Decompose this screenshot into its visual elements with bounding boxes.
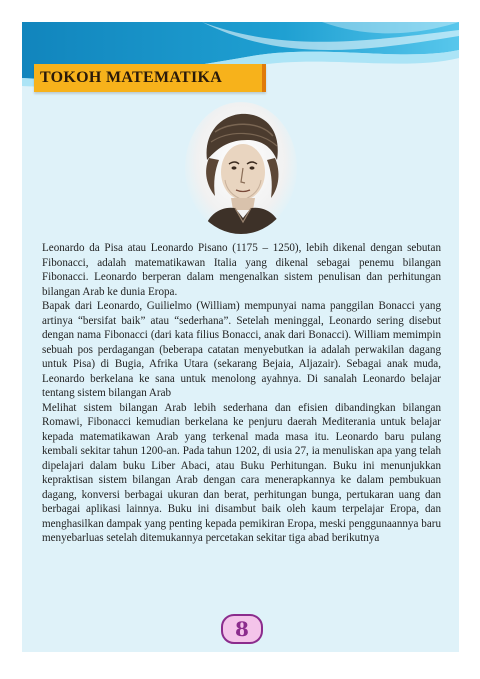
page-number: 8 — [235, 617, 249, 641]
article-body — [42, 241, 441, 546]
section-title-banner — [34, 64, 266, 92]
page-panel — [22, 22, 459, 652]
page-title: TOKOH MATEMATIKA — [40, 69, 223, 86]
paragraph-intro: Leonardo da Pisa atau Leonardo Pisano (1175 – 1250), lebih dikenal dengan sebutan Fibonacci, adalah matematikawan Italia yang dikenal sebagai penemu bilangan Fibonacci. Leonardo berperan dalam mengenalkan sistem penulisan dan perhitungan bilangan Arab ke dunia Eropa. — [42, 242, 441, 298]
page-number-badge — [221, 614, 263, 644]
paragraph-liber-abaci: Melihat sistem bilangan Arab lebih sederhana dan efisien dibandingkan bilangan Romawi, Fibonacci kemudian berkelana ke penjuru daerah Mediterania untuk belajar kepada matematikawan Arab yang terkenal mada masa itu. Leonardo baru pulang kembali sekitar tahun 1200-an. Pada tahun 1202, di usia 27, ia menuliskan apa yang telah dipelajari dalam buku Liber Abaci, atau Buku Perhitungan. Buku ini menunjukkan kepraktisan sistem bilangan Arab dengan cara menerapkannya ke dalam pembukuan dagang, konversi berbagai ukuran dan berat, perhitungan bunga, pertukaran uang dan berbagai aplikasi lainnya. Buku ini disambut baik oleh kaum terpelajar Eropa, dan menghasilkan dampak yang penting kepada pemikiran Eropa, meski penggunaannya baru menyebarluas setelah ditemukannya percetakan sekitar tiga abad berikutnya — [42, 401, 441, 544]
portrait-illustration-icon — [185, 102, 297, 234]
portrait-image — [185, 102, 297, 234]
paragraph-family: Bapak dari Leonardo, Guilielmo (William) mempunyai nama panggilan Bonacci yang artinya “bersifat baik” atau “sederhana”. Setelah meninggal, Leonardo sering disebut dengan nama Fibonacci (dari kata filius Bonacci, anak dari Bonacci). William memimpin sebuah pos perdagangan (beberapa catatan menyebutkan ia adalah perwakilan dagang untuk Pisa) di Bugia, Afrika Utara (sekarang Bejaia, Aljazair). Sebagai anak muda, Leonardo berkelana ke sana untuk menolong ayahnya. Di sanalah Leonardo belajar tentang sistem bilangan Arab — [42, 300, 441, 399]
